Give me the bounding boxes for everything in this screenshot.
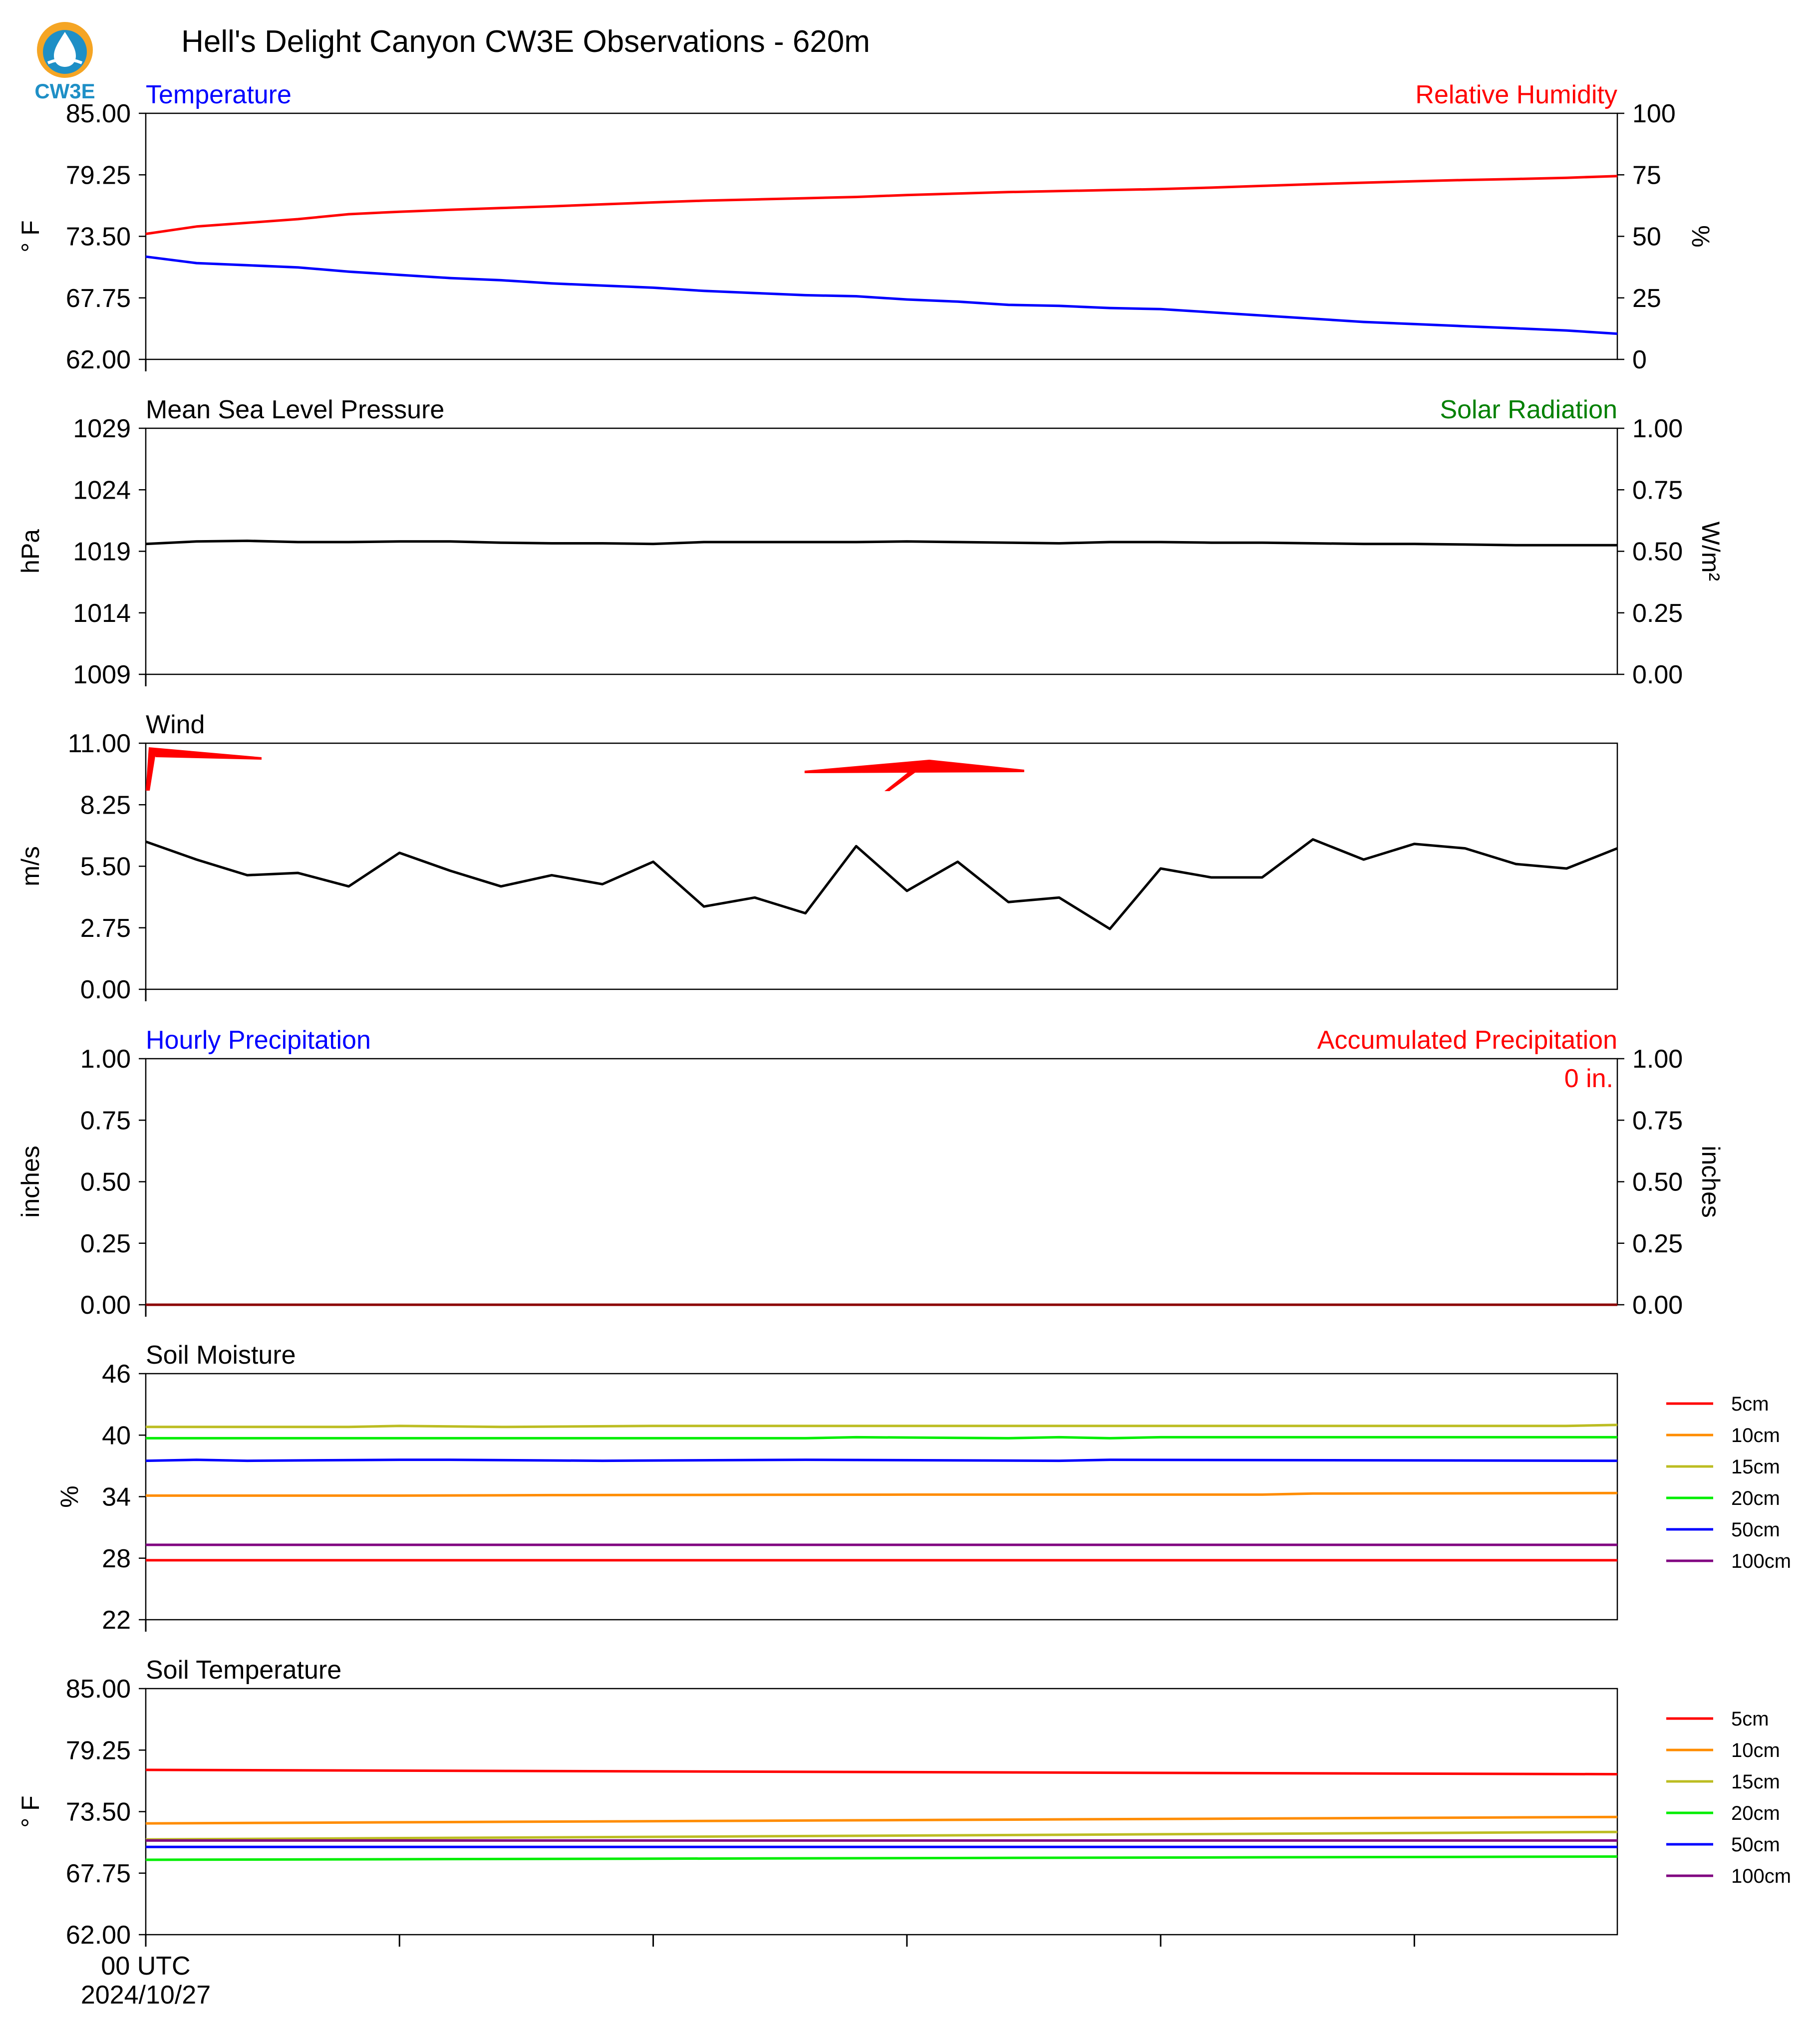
y-tick-label: 1029 <box>73 414 131 443</box>
y-axis-label: inches <box>16 1146 44 1218</box>
y-tick-label: 0.25 <box>80 1229 131 1258</box>
panel-title-left: Soil Moisture <box>146 1341 296 1370</box>
legend-label: 5cm <box>1731 1393 1769 1415</box>
legend-label: 10cm <box>1731 1739 1780 1761</box>
legend-label: 15cm <box>1731 1456 1780 1478</box>
y2-tick-label: 0.25 <box>1632 1229 1683 1258</box>
y-tick-label: 85.00 <box>65 99 131 128</box>
y-tick-label: 22 <box>102 1606 131 1635</box>
y-tick-label: 2.75 <box>80 913 131 943</box>
y-tick-label: 85.00 <box>65 1675 131 1704</box>
y-tick-label: 73.50 <box>65 1797 131 1827</box>
legend-label: 100cm <box>1731 1865 1792 1887</box>
panel-title-left: Hourly Precipitation <box>146 1026 371 1055</box>
y-axis-label: m/s <box>16 846 44 886</box>
legend-label: 100cm <box>1731 1550 1792 1572</box>
figure-title: Hell's Delight Canyon CW3E Observations - 620m <box>181 24 870 59</box>
y2-tick-label: 0.50 <box>1632 537 1683 567</box>
y-tick-label: 8.25 <box>80 791 131 820</box>
y2-tick-label: 1.00 <box>1632 1045 1683 1074</box>
y-tick-label: 34 <box>102 1482 131 1512</box>
y-axis-label: ° F <box>16 220 44 253</box>
legend-label: 10cm <box>1731 1425 1780 1447</box>
y-tick-label: 0.00 <box>80 975 131 1004</box>
series-line-50cm <box>146 1460 1617 1461</box>
panel-title-right: Accumulated Precipitation <box>1317 1026 1617 1055</box>
y2-tick-label: 0.75 <box>1632 1106 1683 1136</box>
cw3e-logo <box>34 22 95 103</box>
panel-title-left: Temperature <box>146 80 292 109</box>
y-tick-label: 79.25 <box>65 161 131 190</box>
y-axis-label: hPa <box>16 529 44 574</box>
y-tick-label: 73.50 <box>65 222 131 252</box>
y-tick-label: 1024 <box>73 476 131 505</box>
y2-axis-label: W/m² <box>1697 521 1725 581</box>
y-axis-label: % <box>55 1485 83 1508</box>
y2-tick-label: 0.00 <box>1632 660 1683 689</box>
y2-tick-label: 0.50 <box>1632 1167 1683 1197</box>
y2-tick-label: 50 <box>1632 222 1661 252</box>
y-tick-label: 1009 <box>73 660 131 689</box>
y2-tick-label: 75 <box>1632 161 1661 190</box>
y-tick-label: 1014 <box>73 598 131 628</box>
y-tick-label: 1.00 <box>80 1045 131 1074</box>
accumulated-annotation: 0 in. <box>1564 1064 1613 1093</box>
legend-label: 15cm <box>1731 1771 1780 1793</box>
legend-label: 20cm <box>1731 1487 1780 1509</box>
y-tick-label: 0.75 <box>80 1106 131 1136</box>
legend-label: 5cm <box>1731 1708 1769 1730</box>
logo-text: CW3E <box>34 79 95 103</box>
panel-title-right: Relative Humidity <box>1415 80 1617 109</box>
series-line-20cm <box>146 1437 1617 1438</box>
legend-label: 50cm <box>1731 1519 1780 1541</box>
y-axis-label: ° F <box>16 1795 44 1828</box>
y-tick-label: 46 <box>102 1360 131 1389</box>
y-tick-label: 28 <box>102 1544 131 1573</box>
panel-title-right: Solar Radiation <box>1440 395 1617 424</box>
y2-tick-label: 0 <box>1632 345 1647 374</box>
y-tick-label: 11.00 <box>67 729 131 758</box>
legend-label: 20cm <box>1731 1802 1780 1824</box>
y2-tick-label: 100 <box>1632 99 1676 128</box>
y-tick-label: 62.00 <box>65 1921 131 1950</box>
y-tick-label: 0.50 <box>80 1167 131 1197</box>
y-tick-label: 67.75 <box>65 1859 131 1888</box>
y-tick-label: 40 <box>102 1421 131 1450</box>
y2-tick-label: 0.25 <box>1632 598 1683 628</box>
legend-label: 50cm <box>1731 1834 1780 1856</box>
x-tick-label-date: 2024/10/27 <box>80 1981 211 2010</box>
y2-tick-label: 1.00 <box>1632 414 1683 443</box>
x-tick-label-time: 00 UTC <box>101 1952 191 1981</box>
panel-title-left: Soil Temperature <box>146 1656 342 1685</box>
y-tick-label: 79.25 <box>65 1736 131 1765</box>
panel-title-left: Wind <box>146 710 205 739</box>
y-tick-label: 62.00 <box>65 345 131 374</box>
y-tick-label: 1019 <box>73 537 131 567</box>
y2-tick-label: 25 <box>1632 284 1661 313</box>
y2-axis-label: inches <box>1697 1146 1725 1218</box>
y2-axis-label: % <box>1687 225 1715 248</box>
y2-tick-label: 0.00 <box>1632 1291 1683 1320</box>
panel-title-left: Mean Sea Level Pressure <box>146 395 445 424</box>
y2-tick-label: 0.75 <box>1632 476 1683 505</box>
y-tick-label: 5.50 <box>80 852 131 881</box>
y-tick-label: 67.75 <box>65 284 131 313</box>
y-tick-label: 0.00 <box>80 1291 131 1320</box>
